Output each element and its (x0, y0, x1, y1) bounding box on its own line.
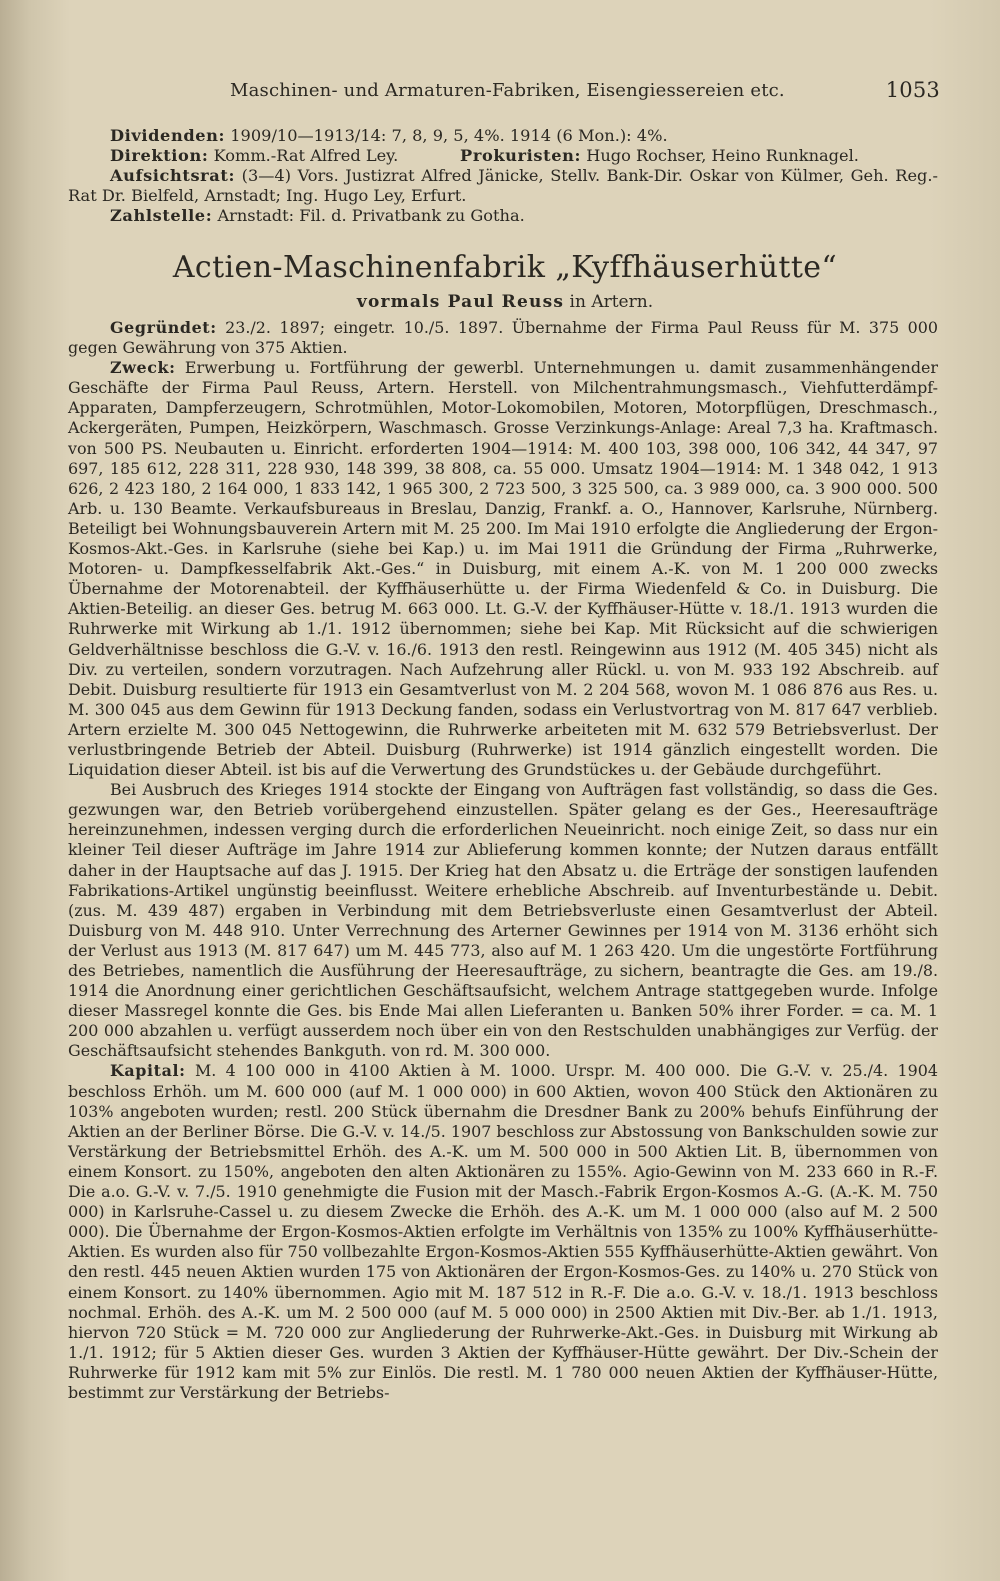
dividenden-line (68, 126, 938, 146)
company-name: Actien-Maschinenfabrik „Kyffhäuserhütte“ (172, 250, 838, 285)
direktion-label: Direktion: (110, 146, 209, 165)
header-title: Maschinen- und Armaturen-Fabriken, Eisengiessereien etc. (230, 80, 785, 101)
former-name: vormals Paul Reuss (356, 292, 565, 312)
prior-entry-tail (68, 126, 938, 226)
aufsichtsrat-label: Aufsichtsrat: (110, 166, 236, 185)
company-subtitle (70, 292, 940, 312)
dividenden-text: 1909/10—1913/14: 7, 8, 9, 5, 4%. 1914 (6 Mon.): 4%. (230, 126, 668, 145)
aufsichtsrat-text: (3—4) Vors. Justizrat Alfred Jänicke, Stellv. Bank-Dir. Oskar von Külmer, Geh. Reg.-Rat Dr. Bielfeld, Arnstadt; Ing. Hugo Ley, Erfurt. (68, 166, 939, 205)
page-number: 1053 (885, 78, 940, 102)
zahlstelle-text: Arnstadt: Fil. d. Privatbank zu Gotha. (217, 206, 525, 225)
zweck-text: Erwerbung u. Fortführung der gewerbl. Unternehmungen u. damit zusammenhängender Geschäfte der Firma Paul Reuss, Artern. Herstell. von Milchentrahmungsmasch., Viehfutterdämpf-Apparaten, Dampferzeugern, Schrotmühlen, Motor-Lokomobilen, Motoren, Motorpflügen, Dreschmasch., Ackergeräten, Pumpen, Heizkörpern, Waschmasch. Grosse Verzinkungs-Anlage: Areal 7,3 ha. Kraftmasch. von 500 PS. Neubauten u. Einricht. erforderten 1904—1914: M. 400 103, 398 000, 106 342, 44 347, 97 697, 185 612, 228 311, 228 930, 148 399, 38 808, ca. 55 000. Umsatz 1904—1914: M. 1 348 042, 1 913 626, 2 423 180, 2 164 000, 1 833 142, 1 965 300, 2 723 500, 3 325 500, ca. 3 989 000, ca. 3 900 000. 500 Arb. u. 130 Beamte. Verkaufsbureaus in Breslau, Danzig, Frankf. a. O., Hannover, Karlsruhe, Nürnberg. Beteiligt bei Wohnungsbauverein Artern mit M. 25 200. Im Mai 1910 erfolgte die Angliederung der Ergon-Kosmos-Akt.-Ges. in Karlsruhe (siehe bei Kap.) u. im Mai 1911 die Gründung der Firma „Ruhrwerke, Motoren- u. Dampfkesselfabrik Akt.-Ges.“ in Duisburg, mit einem A.-K. von M. 1 200 000 zwecks Übernahme der Motorenabteil. der Kyffhäuserhütte u. der Firma Wiedenfeld & Co. in Duisburg. Die Aktien-Beteilig. an dieser Ges. betrug M. 663 000. Lt. G.-V. der Kyffhäuser-Hütte v. 18./1. 1913 wurden die Ruhrwerke mit Wirkung ab 1./1. 1912 übernommen; siehe bei Kap. Mit Rücksicht auf die schwierigen Geldverhältnisse beschloss die G.-V. v. 16./6. 1913 den restl. Reingewinn aus 1912 (M. 405 345) nicht als Div. zu verteilen, sondern vorzutragen. Nach Aufzehrung aller Rückl. u. von M. 933 192 Abschreib. auf Debit. Duisburg resultierte für 1913 ein Gesamtverlust von M. 2 204 568, wovon M. 1 086 876 aus Res. u. M. 300 045 aus dem Gewinn für 1913 Deckung fanden, sodass ein Verlustvortrag von M. 817 647 verblieb. Artern erzielte M. 300 045 Nettogewinn, die Ruhrwerke arbeiteten mit M. 632 579 Betriebsverlust. Der verlustbringende Betrieb der Abteil. Duisburg (Ruhrwerke) ist 1914 gänzlich eingestellt worden. Die Liquidation dieser Abteil. ist bis auf die Verwertung des Grundstückes u. der Gebäude durchgeführt. (68, 358, 939, 780)
aufsichtsrat-line (68, 166, 938, 206)
running-header (70, 78, 940, 110)
kapital-label: Kapital: (110, 1061, 186, 1081)
kapital-paragraph (68, 1061, 938, 1403)
direktion-line (68, 146, 938, 166)
dividenden-label: Dividenden: (110, 126, 226, 145)
prokuristen-text: Hugo Rochser, Heino Runknagel. (586, 146, 859, 165)
zweck-paragraph (68, 358, 938, 780)
prokuristen-label: Prokuristen: (460, 146, 582, 165)
kapital-text: M. 4 100 000 in 4100 Aktien à M. 1000. Urspr. M. 400 000. Die G.-V. v. 25./4. 1904 beschloss Erhöh. um M. 600 000 (auf M. 1 000 000) in 600 Aktien, wovon 400 Stück den Aktionären zu 103% angeboten wurden; restl. 200 Stück übernahm die Dresdner Bank zu 200% behufs Einführung der Aktien an der Berliner Börse. Die G.-V. v. 14./5. 1907 beschloss zur Abstossung von Bankschulden sowie zur Verstärkung der Betriebsmittel Erhöh. des A.-K. um M. 500 000 in 500 Aktien Lit. B, übernommen von einem Konsort. zu 150%, angeboten den alten Aktionären zu 155%. Agio-Gewinn von M. 233 660 in R.-F. Die a.o. G.-V. v. 7./5. 1910 genehmigte die Fusion mit der Masch.-Fabrik Ergon-Kosmos A.-G. (A.-K. M. 750 000) in Karlsruhe-Cassel u. zu diesem Zwecke die Erhöh. des A.-K. um M. 1 000 000 (also auf M. 2 500 000). Die Übernahme der Ergon-Kosmos-Aktien erfolgte im Verhältnis von 135% zu 100% Kyffhäuserhütte-Aktien. Es wurden also für 750 vollbezahlte Ergon-Kosmos-Aktien 555 Kyffhäuserhütte-Aktien gewährt. Von den restl. 445 neuen Aktien wurden 175 von Aktionären der Ergon-Kosmos-Ges. zu 140% u. 270 Stück von einem Konsort. zu 140% übernommen. Agio mit M. 187 512 in R.-F. Die a.o. G.-V. v. 18./1. 1913 beschloss nochmal. Erhöh. des A.-K. um M. 2 500 000 (auf M. 5 000 000) in 2500 Aktien mit Div.-Ber. ab 1./1. 1913, hiervon 720 Stück = M. 720 000 zur Angliederung der Ruhrwerke-Akt.-Ges. in Duisburg mit Wirkung ab 1./1. 1912; für 5 Aktien dieser Ges. wurden 3 Aktien der Kyffhäuser-Hütte gewährt. Der Div.-Schein der Ruhrwerke für 1912 kam mit 5% zur Einlös. Die restl. M. 1 780 000 neuen Aktien der Kyffhäuser-Hütte, bestimmt zur Verstärkung der Betriebs- (68, 1061, 938, 1402)
direktion-text: Komm.-Rat Alfred Ley. (213, 146, 399, 165)
zahlstelle-line (68, 206, 938, 226)
company-location: in Artern. (569, 292, 654, 312)
zahlstelle-label: Zahlstelle: (110, 206, 213, 225)
gegruendet-label: Gegründet: (110, 318, 217, 337)
krieg-paragraph: Bei Ausbruch des Krieges 1914 stockte der Eingang von Aufträgen fast vollständig, so dass die Ges. gezwungen war, den Betrieb vorübergehend einzustellen. Später gelang es der Ges., Heeresaufträge hereinzunehmen, indessen verging durch die erforderlichen Neueinricht. noch einige Zeit, so dass nur ein kleiner Teil dieser Aufträge im Jahre 1914 zur Ablieferung kommen konnte; der Nutzen daraus entfällt daher in der Hauptsache auf das J. 1915. Der Krieg hat den Absatz u. die Erträge der sonstigen laufenden Fabrikations-Artikel ungünstig beeinflusst. Weitere erhebliche Abschreib. auf Inventurbestände u. Debit. (zus. M. 439 487) ergaben in Verbindung mit dem Betriebsverluste einen Gesamtverlust der Abteil. Duisburg von M. 448 910. Unter Verrechnung des Arterner Gewinnes per 1914 von M. 3136 erhöht sich der Verlust aus 1913 (M. 817 647) um M. 445 773, also auf M. 1 263 420. Um die ungestörte Fortführung des Betriebes, namentlich die Ausführung der Heeresaufträge, zu sichern, beantragte die Ges. am 19./8. 1914 die Anordnung einer gerichtlichen Geschäftsaufsicht, welchem Antrage stattgegeben wurde. Infolge dieser Massregel konnte die Ges. bis Ende Mai allen Lieferanten u. Banken 50% ihrer Forder. = ca. M. 1 200 000 abzahlen u. verfügt ausserdem noch über ein von den Restschulden unabhängiges zur Verfüg. der Geschäftsaufsicht stehendes Bankguth. von rd. M. 300 000. (68, 780, 938, 1061)
company-entry (68, 318, 938, 1403)
zweck-label: Zweck: (110, 358, 176, 378)
gegruendet-paragraph (68, 318, 938, 358)
gegruendet-text: 23./2. 1897; eingetr. 10./5. 1897. Übernahme der Firma Paul Reuss für M. 375 000 gegen Gewährung von 375 Aktien. (68, 318, 938, 358)
